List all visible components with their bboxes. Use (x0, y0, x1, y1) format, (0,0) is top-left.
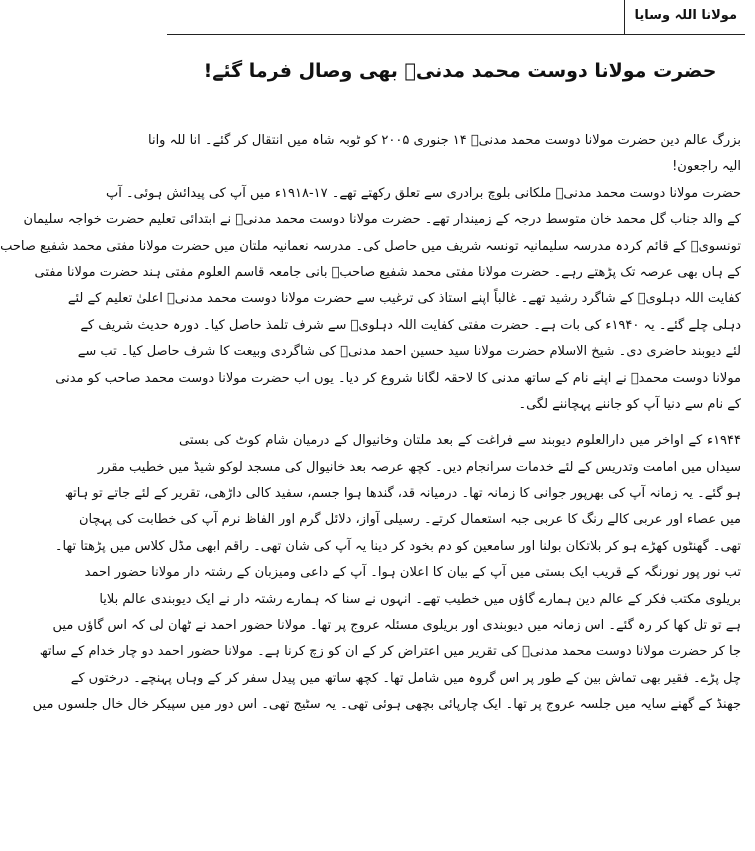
header-rule (167, 34, 745, 35)
body-line: تونسویؒ کے قائم کردہ مدرسہ سلیمانیہ تونسہ شریف میں حاصل کی۔ مدرسہ نعمانیہ ملتان میں حضرت مولانا مفتی محمد شفیع صاحب (0, 238, 741, 254)
body-line: مولانا دوست محمدؒ نے اپنے نام کے ساتھ مدنی کا لاحقہ لگانا شروع کر دیا۔ یوں اب حضرت مولانا دوست محمد صاحب کو مدنی (55, 370, 741, 386)
body-line: کے نام سے دنیا آپ کو جاننے پہچاننے لگی۔ (518, 396, 741, 412)
body-line: میں عصاء اور عربی کالے رنگ کا عربی جبہ استعمال کرتے۔ رسیلی آواز، دلائل گرم اور الفاظ نرم آپ کی خطابت کی پہچان (78, 512, 741, 528)
body-line: بزرگ عالم دین حضرت مولانا دوست محمد مدنیؒ ۱۴ جنوری ۲۰۰۵ کو ٹوبہ شاہ میں انتقال کر گئے۔ انا للہ وانا (147, 133, 741, 148)
body-line: کفایت اللہ دہلویؒ کے شاگرد رشید تھے۔ غالباً اپنے استاذ کی ترغیب سے حضرت مولانا دوست محمد مدنیؒ اعلیٰ تعلیم کے لئے (67, 291, 741, 307)
header-divider-vertical (624, 0, 625, 34)
body-line: کے ہاں بھی عرصہ تک پڑھتے رہے۔ حضرت مولانا مفتی محمد شفیع صاحبؒ بانی جامعہ قاسم العلوم مفتی ہند حضرت مولانا مفتی (34, 264, 741, 280)
body-line: دہلی چلے گئے۔ یہ ۱۹۴۰ء کی بات ہے۔ حضرت مفتی کفایت اللہ دہلویؒ سے شرف تلمذ حاصل کیا۔ دورہ حدیث شریف کے (80, 317, 741, 333)
article-body (0, 128, 741, 844)
body-line: ۱۹۴۴ء کے اواخر میں دارالعلوم دیوبند سے فراغت کے بعد ملتان وخانیوال کے درمیان شام کوٹ کی بستی (179, 433, 741, 449)
body-line: ہے تو تل کھا کر رہ گئے۔ اس زمانہ میں دیوبندی اور بریلوی مسئلہ عروج پر تھا۔ مولانا حضور احمد نے ٹھان لی کہ اس گاؤں میں (52, 618, 741, 634)
body-line: بریلوی مکتب فکر کے عالم دین ہمارے گاؤں میں خطیب تھے۔ انہوں نے سنا کہ ہمارے رشتہ دار نے ایک دیوبندی عالم بلایا (99, 591, 741, 607)
running-head-author: مولانا اللہ وسایا (634, 8, 737, 23)
body-line: حضرت مولانا دوست محمد مدنیؒ ملکانی بلوچ برادری سے تعلق رکھتے تھے۔ ۱۷-۱۹۱۸ء میں آپ کی پیدائش ہوئی۔ آپ (106, 185, 741, 201)
body-line: الیہ راجعون! (672, 159, 741, 175)
body-line: جھنڈ کے گھنے سایہ میں جلسہ عروج پر تھا۔ ایک چارپائی بچھی ہوئی تھی۔ یہ سٹیج تھی۔ اس دور میں سپیکر خال خال جلسوں میں (32, 697, 741, 713)
body-line: ہو گئے۔ یہ زمانہ آپ کی بھرپور جوانی کا زمانہ تھا۔ درمیانہ قد، گندھا ہوا جسم، سفید کالی داڑھی، تقریر کے لئے جاتے تو ہاتھ (64, 486, 741, 502)
body-line: کے والد جناب گل محمد خان متوسط درجہ کے زمیندار تھے۔ حضرت مولانا دوست محمد مدنیؒ نے ابتدائی تعلیم حضرت خواجہ سلیمان (23, 212, 741, 228)
body-line: جا کر حضرت مولانا دوست محمد مدنیؒ کی تقریر میں اعتراض کر کے ان کو زچ کرنا ہے۔ مولانا حضور احمد دو چار خدام کے ساتھ (39, 644, 741, 660)
body-line: سیداں میں امامت وتدریس کے لئے خدمات سرانجام دیں۔ کچھ عرصہ بعد خانیوال کی مسجد لوکو شیڈ میں خطیب مقرر (97, 459, 741, 475)
body-line: تب نور پور نورنگہ کے قریب ایک بستی میں آپ کے بیان کا اعلان ہوا۔ آپ کے داعی ومیزبان کے رشتہ دار مولانا حضور احمد (84, 565, 741, 581)
body-line: چل پڑے۔ فقیر بھی تماش بین کے طور پر اس گروہ میں شامل تھا۔ کچھ ساتھ میں پیدل سفر کر کے وہاں پہنچے۔ درختوں کے (70, 670, 741, 686)
body-line: تھی۔ گھنٹوں کھڑے ہو کر بلاتکان بولنا اور سامعین کو دم بخود کر دینا یہ آپ کی شان تھی۔ راقم ابھی مڈل کلاس میں پڑھتا تھا۔ (54, 538, 741, 554)
body-line: لئے دیوبند حاضری دی۔ شیخ الاسلام حضرت مولانا سید حسین احمد مدنیؒ کی شاگردی وبیعت کا شرف حاصل کیا۔ تب سے (77, 344, 741, 360)
article-title: حضرت مولانا دوست محمد مدنیؒ بھی وصال فرما گئے! (203, 60, 717, 82)
